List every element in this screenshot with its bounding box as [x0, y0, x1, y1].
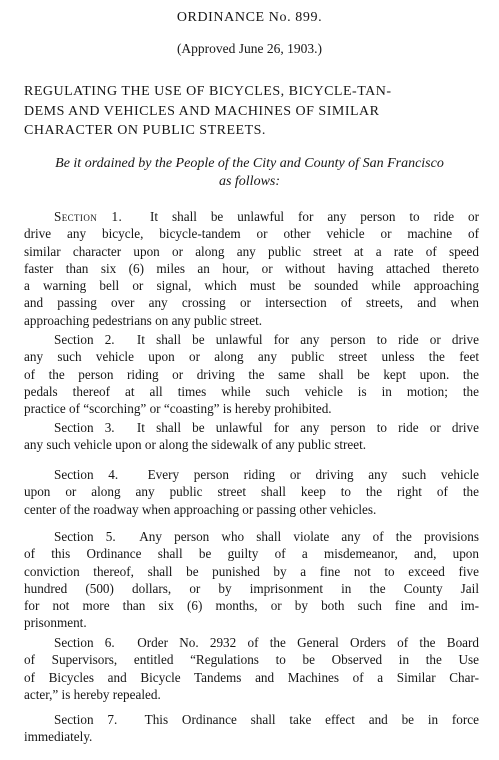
- section-line: of the person riding or driving the same shall be kept upon. the: [24, 366, 479, 382]
- enacting-line: Be it ordained by the People of the City and County of San Francisco: [55, 156, 444, 171]
- section-line: of this Ordinance shall be guilty of a misdemeanor, and, upon: [24, 546, 479, 562]
- approval-date: (Approved June 26, 1903.): [176, 41, 323, 56]
- section-line: Section 4. Every person riding or driving any such vehicle: [54, 467, 479, 482]
- section-line: pedals thereof at all times while such vehicle is in motion; the: [24, 383, 479, 399]
- section-6: [24, 634, 479, 703]
- heading-line: DEMS AND VEHICLES AND MACHINES OF SIMILAR: [24, 103, 380, 119]
- section-label: Section 2.: [54, 332, 115, 347]
- section-line: of Bicycles and Bicycle Tandems and Machines of a Similar Char-: [24, 669, 479, 685]
- section-line: practice of “scorching” or “coasting” is hereby prohibited.: [24, 401, 332, 417]
- section-1: [24, 208, 479, 329]
- section-line: any such vehicle upon or along any public street unless the feet: [24, 349, 479, 365]
- section-label: Section 4.: [54, 467, 119, 482]
- enacting-clause: [0, 155, 499, 191]
- section-line: Section 6. Order No. 2932 of the General Orders of the Board: [54, 635, 479, 650]
- section-label: Section 5.: [54, 529, 116, 544]
- section-label: Section 1.: [54, 209, 123, 224]
- enacting-line: as follows:: [218, 174, 281, 189]
- section-3: [24, 419, 479, 454]
- section-4: [24, 466, 479, 518]
- section-line: approaching pedestrians on any public street.: [24, 312, 263, 328]
- section-label: Section 6.: [54, 635, 115, 650]
- ordinance-heading: [24, 82, 484, 141]
- section-line: center of the roadway when approaching or passing other vehicles.: [24, 501, 377, 517]
- section-line: hundred (500) dollars, or by imprisonment in the County Jail: [24, 580, 479, 596]
- section-label: Section 3.: [54, 420, 115, 435]
- section-line: and passing over any crossing or intersection of streets, and when: [24, 295, 479, 311]
- section-7: [24, 711, 479, 746]
- heading-line: REGULATING THE USE OF BICYCLES, BICYCLE-TAN-: [24, 84, 392, 99]
- section-line: Section 1. It shall be unlawful for any person to ride or: [54, 209, 479, 224]
- ordinance-title: ORDINANCE No. 899.: [176, 10, 323, 25]
- section-line: drive any bicycle, bicycle-tandem or other vehicle or machine of: [24, 226, 479, 242]
- section-line: of Supervisors, entitled “Regulations to be Observed in the Use: [24, 652, 479, 668]
- section-line: faster than six (6) miles an hour, or without having attached thereto: [24, 260, 479, 276]
- section-line: Section 5. Any person who shall violate any of the provisions: [54, 529, 479, 544]
- section-line: Section 2. It shall be unlawful for any person to ride or drive: [54, 332, 479, 347]
- section-2: [24, 331, 479, 417]
- section-line: Section 7. This Ordinance shall take effect and be in force: [54, 712, 479, 727]
- section-line: immediately.: [24, 729, 93, 745]
- section-line: similar character upon or along any public street at a rate of speed: [24, 243, 479, 259]
- section-line: prisonment.: [24, 615, 87, 631]
- section-label: Section 7.: [54, 712, 118, 727]
- section-line: Section 3. It shall be unlawful for any person to ride or drive: [54, 420, 479, 435]
- section-line: conviction thereof, shall be punished by a fine not to exceed five: [24, 563, 479, 579]
- section-line: acter,” is hereby repealed.: [24, 686, 161, 702]
- section-line: for not more than six (6) months, or by both such fine and im-: [24, 598, 479, 614]
- section-line: any such vehicle upon or along the sidewalk of any public street.: [24, 437, 367, 453]
- heading-line: CHARACTER ON PUBLIC STREETS.: [24, 123, 266, 138]
- section-line: a warning bell or signal, which must be sounded while approaching: [24, 278, 479, 294]
- section-line: upon or along any public street shall keep to the right of the: [24, 484, 479, 500]
- section-5: [24, 528, 479, 632]
